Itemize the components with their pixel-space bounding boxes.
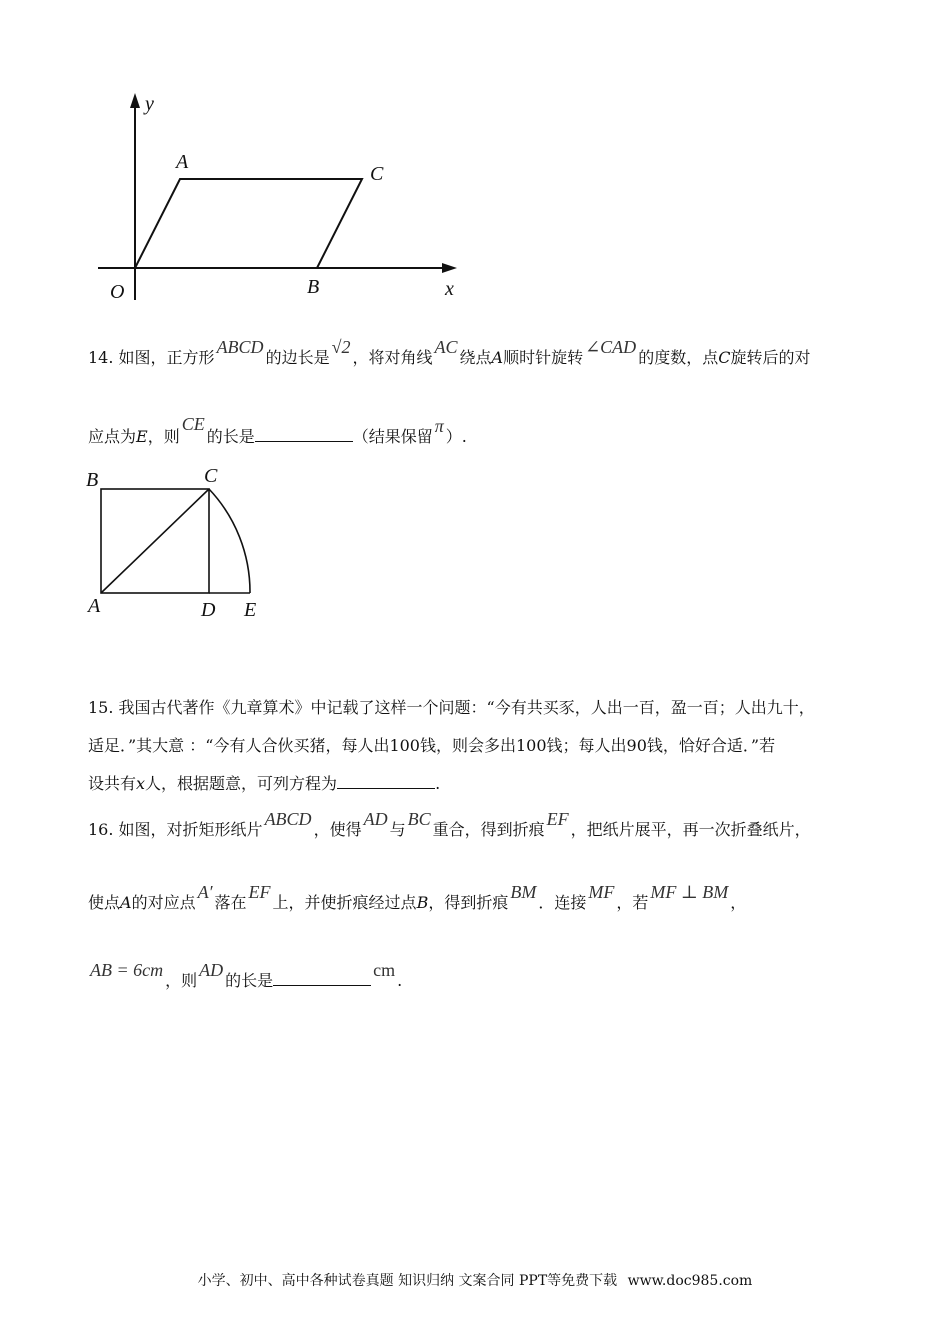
- q16-text: ，若: [616, 893, 649, 912]
- q16-line1: [88, 809, 811, 840]
- q16-unit-cm: cm: [373, 960, 396, 980]
- q15-text: 设共有: [88, 774, 137, 793]
- label-a: A: [176, 151, 189, 173]
- q14-point-a: A: [491, 348, 504, 367]
- label-y: y: [145, 93, 154, 115]
- page-footer: [0, 1270, 950, 1290]
- q14-text: 顺时针旋转: [503, 348, 584, 367]
- q14-answer-blank: [255, 425, 353, 442]
- q16-line2: [88, 882, 747, 913]
- figure-parallelogram: [90, 88, 470, 308]
- q14-text: （结果保留: [352, 427, 433, 446]
- q14-math-abcd: ABCD: [216, 337, 264, 357]
- q14-text: 的度数，点: [638, 348, 719, 367]
- x-axis-arrow: [442, 263, 457, 273]
- q14-text: 应点为: [88, 427, 137, 446]
- q16-text: 如图，对折矩形纸片: [118, 820, 263, 839]
- arc-ce: [209, 489, 250, 593]
- q14-number: 14.: [88, 348, 114, 367]
- q16-math-ad: AD: [363, 809, 388, 829]
- q14-point-c: C: [718, 348, 731, 367]
- q16-text: 重合，得到折痕: [432, 820, 545, 839]
- label-b: B: [86, 469, 99, 491]
- q15-text: 人，根据题意，可列方程为: [145, 774, 338, 793]
- q14-point-e: E: [136, 427, 148, 446]
- q14-text: 的长是: [206, 427, 255, 446]
- q15-line1: 15. 我国古代著作《九章算术》中记载了这样一个问题：“今有共买豕，人出一百，盈一百；人出九十，: [88, 698, 815, 717]
- q15-line3: [88, 771, 440, 794]
- label-b: B: [307, 276, 320, 298]
- q16-line3: [88, 960, 403, 991]
- q16-text: ．连接: [538, 893, 587, 912]
- q16-math-aprime: A′: [197, 882, 213, 902]
- q14-line1: [88, 337, 811, 368]
- q16-text: ，则: [165, 971, 198, 990]
- q14-text: 如图，正方形: [118, 348, 215, 367]
- q16-math-ad2: AD: [199, 960, 224, 980]
- q15-answer-blank: [337, 772, 435, 789]
- q16-math-bm: BM: [510, 882, 537, 902]
- q16-math-perp: MF ⊥ BM: [650, 882, 729, 902]
- q16-math-ef2: EF: [248, 882, 271, 902]
- q16-answer-blank: [273, 969, 371, 986]
- q16-number: 16.: [88, 820, 114, 839]
- q16-math-mf: MF: [588, 882, 615, 902]
- q16-text: ，把纸片展平，再一次折叠纸片，: [570, 820, 811, 839]
- footer-site-link[interactable]: www.doc985.com: [627, 1273, 753, 1289]
- q14-math-angle: ∠CAD: [585, 337, 637, 357]
- q16-text: 使点: [88, 893, 121, 912]
- footer-text: 小学、初中、高中各种试卷真题 知识归纳 文案合同 PPT等免费下载: [197, 1273, 618, 1289]
- q16-text: 的长是: [225, 971, 274, 990]
- q14-text: ）.: [445, 427, 467, 446]
- q14-text: ，则: [147, 427, 180, 446]
- q15-text: .: [435, 774, 441, 793]
- q14-line2: [88, 414, 467, 447]
- q16-text: 上，并使折痕经过点: [272, 893, 417, 912]
- label-d: D: [201, 599, 216, 621]
- q16-text: ，: [730, 893, 747, 912]
- q16-text: 与: [389, 820, 406, 839]
- q14-text: 的边长是: [265, 348, 330, 367]
- q16-text: ，得到折痕: [428, 893, 509, 912]
- parallelogram-oabc: [135, 179, 362, 268]
- q16-point-b: B: [416, 893, 429, 912]
- q16-math-ab: AB = 6cm: [90, 960, 164, 980]
- label-a: A: [88, 595, 101, 617]
- label-e: E: [244, 599, 257, 621]
- label-o: O: [110, 281, 125, 303]
- label-x: x: [445, 278, 454, 300]
- q16-text: 落在: [214, 893, 247, 912]
- q14-math-arc: CE: [181, 414, 205, 434]
- q16-math-abcd: ABCD: [264, 809, 312, 829]
- y-axis-arrow: [130, 93, 140, 108]
- q16-text: 的对应点: [131, 893, 196, 912]
- q14-text: ，将对角线: [352, 348, 433, 367]
- q14-math-pi: π: [434, 416, 444, 436]
- q14-text: 绕点: [459, 348, 492, 367]
- q16-math-bc: BC: [407, 809, 431, 829]
- q14-text: 旋转后的对: [730, 348, 811, 367]
- q16-text: ，使得: [313, 820, 362, 839]
- q16-math-ef: EF: [546, 809, 569, 829]
- q16-text: .: [397, 971, 403, 990]
- label-c: C: [370, 163, 384, 185]
- diagonal-ac: [101, 489, 209, 593]
- q14-math-sqrt2: √2: [331, 337, 351, 357]
- label-c: C: [204, 465, 218, 487]
- q14-math-ac: AC: [434, 337, 458, 357]
- q15-line2: 适足．”其大意 ：“今有人合伙买猪，每人出100钱，则会多出100钱；每人出90钱，恰好合适．”若: [88, 736, 776, 755]
- q16-point-a: A: [120, 893, 132, 912]
- q15-var-x: x: [136, 774, 146, 793]
- figure-square-arc: [80, 462, 280, 627]
